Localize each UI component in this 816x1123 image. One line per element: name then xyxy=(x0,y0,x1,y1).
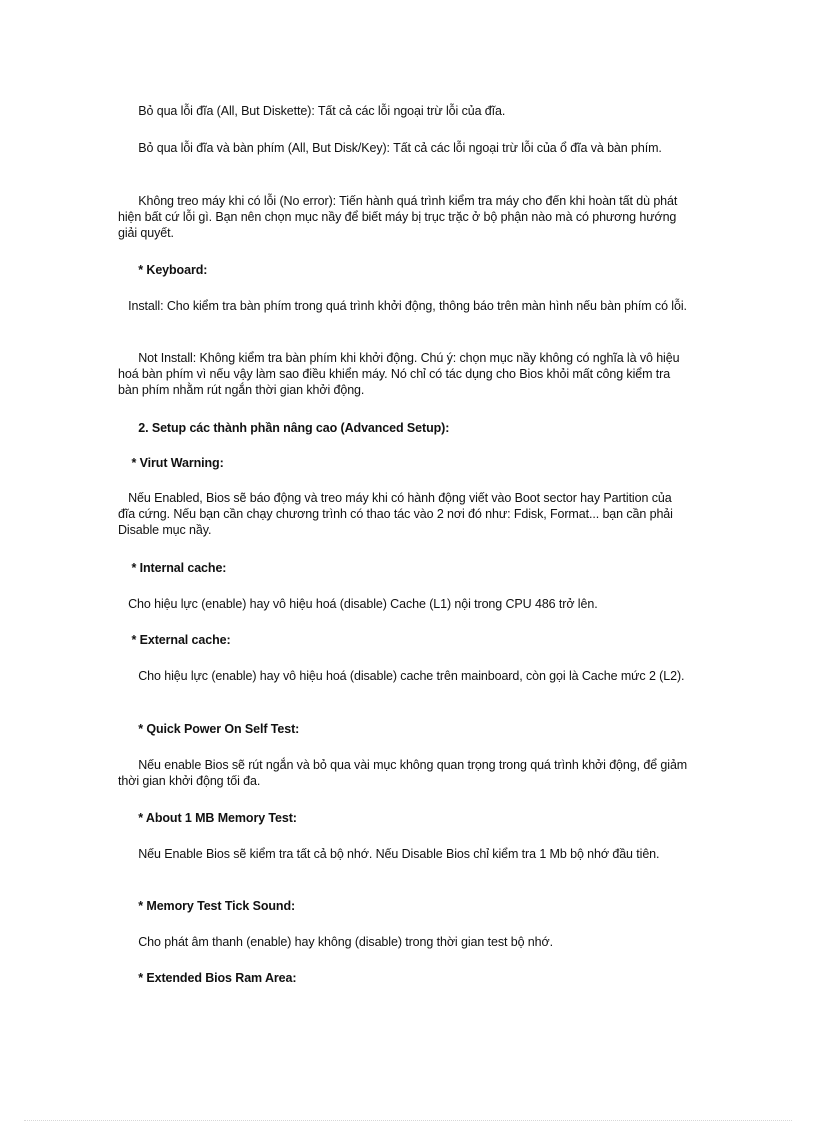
paragraph-skip-disk-key-errors xyxy=(118,140,690,156)
paragraph-memory-test xyxy=(118,846,690,862)
indent xyxy=(118,899,138,913)
paragraph-keyboard-not-install xyxy=(118,350,690,398)
indent xyxy=(118,669,138,683)
indent xyxy=(118,104,138,118)
paragraph-text: Nếu enable Bios sẽ rút ngắn và bỏ qua vài mục không quan trọng trong quá trình khởi động, để giảm thời gian khởi động tối đa. xyxy=(118,758,688,788)
indent xyxy=(118,722,138,736)
paragraph-text: Không treo máy khi có lỗi (No error): Tiến hành quá trình kiểm tra máy cho đến khi hoàn tất dù phát hiện bất cứ lỗi gì. Bạn nên chọn mục nầy để biết máy bị trục trặc ở bộ phận nào mà có phương hướng giải quyết. xyxy=(118,194,678,240)
paragraph-text: Cho hiệu lực (enable) hay vô hiệu hoá (disable) cache trên mainboard, còn gọi là Cache mức 2 (L2). xyxy=(138,669,685,683)
paragraph-tick-sound xyxy=(118,934,690,950)
heading-quick-post xyxy=(118,721,690,737)
indent xyxy=(118,758,138,772)
heading-text: * Quick Power On Self Test: xyxy=(138,722,300,736)
indent xyxy=(118,351,138,365)
paragraph-no-error xyxy=(118,193,690,241)
indent xyxy=(118,633,132,647)
paragraph-virut-warning xyxy=(118,490,690,538)
heading-keyboard xyxy=(118,262,690,278)
paragraph-text: Bỏ qua lỗi đĩa (All, But Diskette): Tất cả các lỗi ngoại trừ lỗi của đĩa. xyxy=(138,104,506,118)
paragraph-text: Cho phát âm thanh (enable) hay không (disable) trong thời gian test bộ nhớ. xyxy=(138,935,553,949)
indent xyxy=(118,141,138,155)
heading-text: 2. Setup các thành phần nâng cao (Advanced Setup): xyxy=(138,421,450,435)
heading-text: * Memory Test Tick Sound: xyxy=(138,899,296,913)
indent xyxy=(118,491,128,505)
paragraph-text: Install: Cho kiểm tra bàn phím trong quá trình khởi động, thông báo trên màn hình nếu bàn phím có lỗi. xyxy=(128,299,687,313)
indent xyxy=(118,194,138,208)
indent xyxy=(118,971,138,985)
heading-virut-warning xyxy=(118,455,690,471)
heading-internal-cache xyxy=(118,560,690,576)
heading-text: * Virut Warning: xyxy=(131,456,224,470)
indent xyxy=(118,263,138,277)
heading-text: * Extended Bios Ram Area: xyxy=(138,971,297,985)
paragraph-external-cache xyxy=(118,668,690,684)
heading-text: * Keyboard: xyxy=(138,263,208,277)
page-bottom-rule xyxy=(24,1120,792,1121)
indent xyxy=(118,421,138,435)
heading-tick-sound xyxy=(118,898,690,914)
indent xyxy=(118,597,128,611)
paragraph-skip-disk-errors xyxy=(118,103,690,119)
indent xyxy=(118,299,128,313)
indent xyxy=(118,847,138,861)
paragraph-text: Nếu Enable Bios sẽ kiểm tra tất cả bộ nhớ. Nếu Disable Bios chỉ kiểm tra 1 Mb bộ nhớ đầu tiên. xyxy=(138,847,660,861)
heading-extended-bios-ram xyxy=(118,970,690,986)
heading-memory-test xyxy=(118,810,690,826)
paragraph-internal-cache xyxy=(118,596,690,612)
indent xyxy=(118,561,132,575)
paragraph-text: Cho hiệu lực (enable) hay vô hiệu hoá (disable) Cache (L1) nội trong CPU 486 trở lên. xyxy=(128,597,598,611)
indent xyxy=(118,456,132,470)
indent xyxy=(118,811,138,825)
heading-advanced-setup xyxy=(118,420,690,436)
heading-external-cache xyxy=(118,632,690,648)
paragraph-text: Bỏ qua lỗi đĩa và bàn phím (All, But Disk/Key): Tất cả các lỗi ngoại trừ lỗi của ổ đĩa và bàn phím. xyxy=(138,141,662,155)
heading-text: * Internal cache: xyxy=(131,561,227,575)
heading-text: * External cache: xyxy=(131,633,231,647)
indent xyxy=(118,935,138,949)
paragraph-quick-post xyxy=(118,757,690,789)
paragraph-keyboard-install xyxy=(118,298,690,314)
paragraph-text: Nếu Enabled, Bios sẽ báo động và treo máy khi có hành động viết vào Boot sector hay Partition của đĩa cứng. Nếu bạn cần chạy chương trình có thao tác vào 2 nơi đó như: Fdisk, Format... bạn cần phải Disable mục nầy. xyxy=(118,491,673,537)
paragraph-text: Not Install: Không kiểm tra bàn phím khi khởi động. Chú ý: chọn mục nầy không có nghĩa là vô hiệu hoá bàn phím vì nếu vậy làm sao điều khiển máy. Nó chỉ có tác dụng cho Bios khỏi mất công kiểm tra bàn phím nhằm rút ngắn thời gian khởi động. xyxy=(118,351,680,397)
heading-text: * About 1 MB Memory Test: xyxy=(138,811,297,825)
